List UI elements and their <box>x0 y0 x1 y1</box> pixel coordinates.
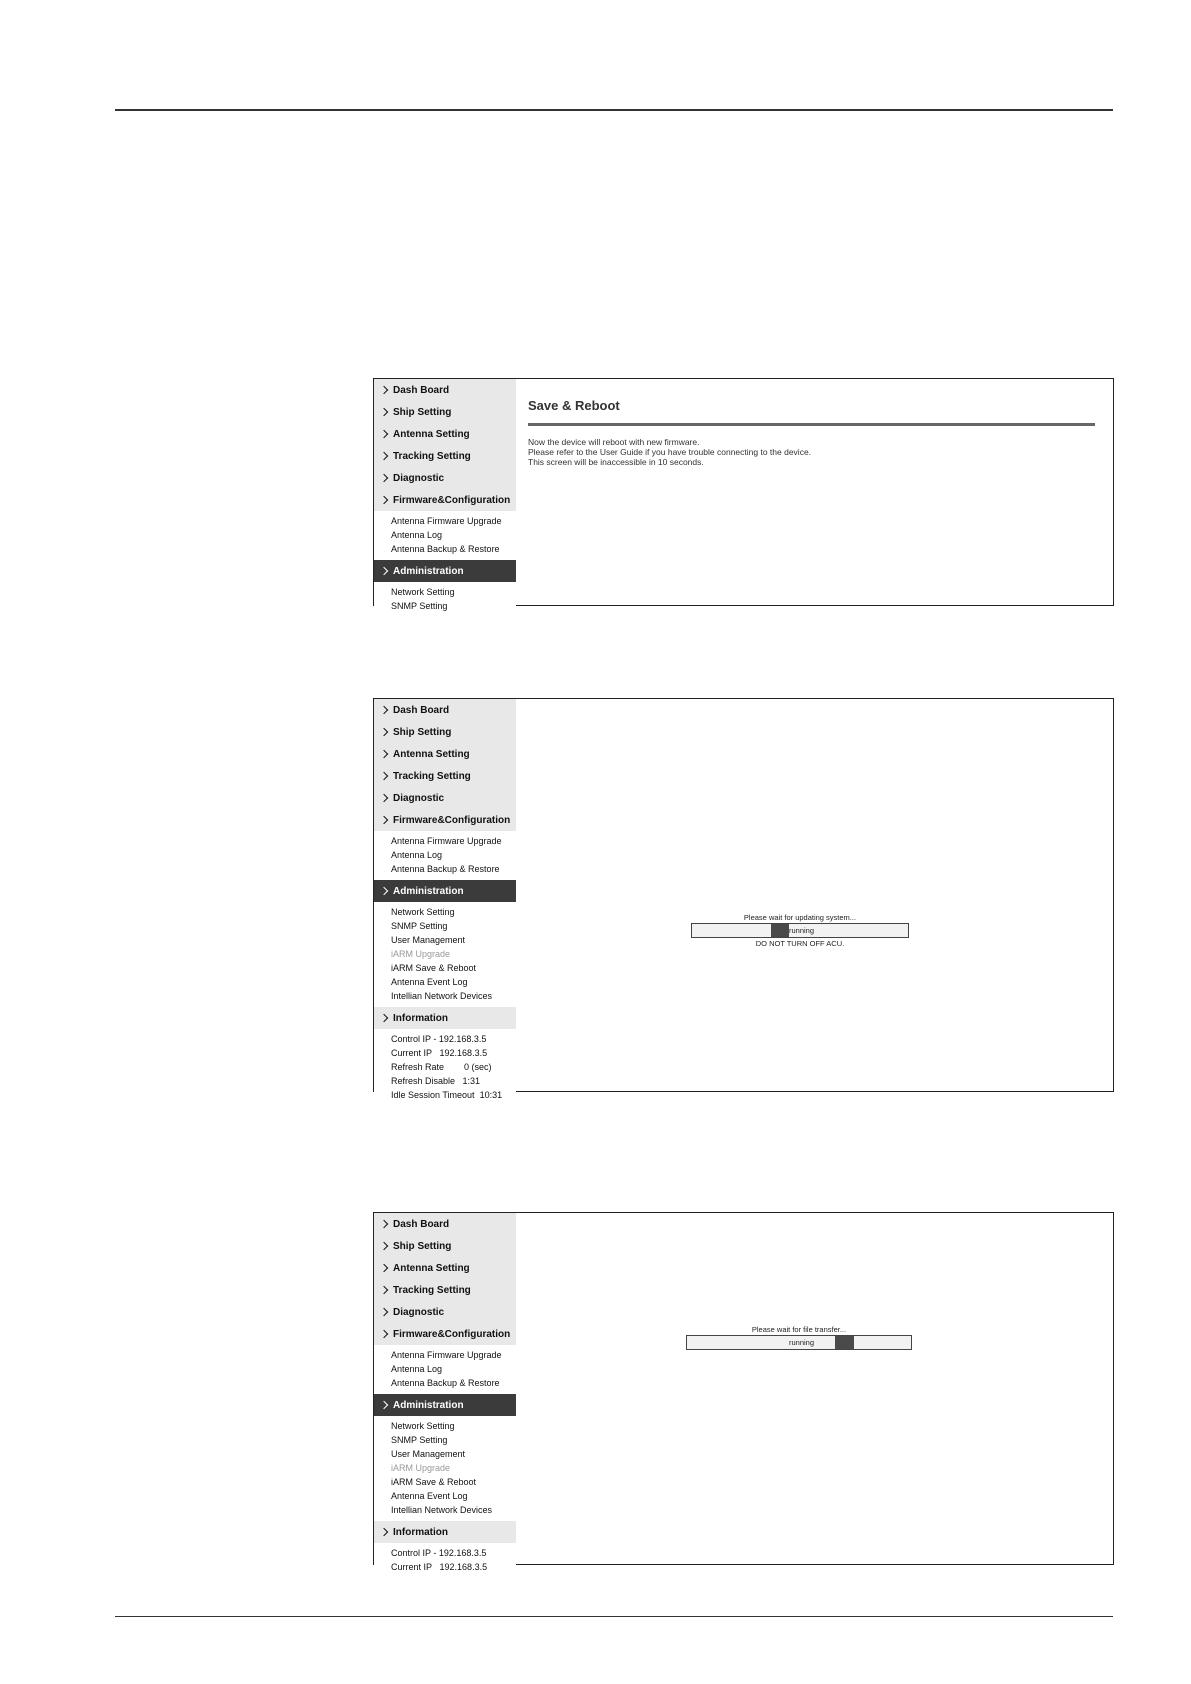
sidebar <box>374 699 516 1100</box>
header-rule <box>115 109 1113 111</box>
nav-diagnostic[interactable] <box>374 787 516 809</box>
chevron-right-icon <box>380 1286 388 1294</box>
nav-antenna-backup-restore[interactable]: Antenna Backup & Restore <box>391 1378 500 1388</box>
chevron-right-icon <box>380 496 388 504</box>
nav-antenna-event-log[interactable]: Antenna Event Log <box>391 1491 468 1501</box>
nav-label: Dash Board <box>393 1218 450 1230</box>
nav-antenna-log[interactable]: Antenna Log <box>391 530 443 540</box>
progress-bar <box>686 1335 912 1350</box>
nav-antenna-firmware-upgrade[interactable]: Antenna Firmware Upgrade <box>391 836 502 846</box>
info-value: - 192.168.3.5 <box>433 1034 487 1044</box>
info-value: 192.168.3.5 <box>439 1048 488 1058</box>
info-label: Control IP <box>391 1034 431 1044</box>
chevron-right-icon <box>380 706 388 714</box>
chevron-right-icon <box>380 567 388 575</box>
chevron-right-icon <box>380 1264 388 1272</box>
nav-label: Administration <box>393 885 464 897</box>
nav-snmp-setting[interactable]: SNMP Setting <box>391 1435 448 1445</box>
nav-iarm-upgrade[interactable]: iARM Upgrade <box>391 949 451 959</box>
chevron-right-icon <box>380 1401 388 1409</box>
nav-network-setting[interactable]: Network Setting <box>391 587 455 597</box>
info-value: - 192.168.3.5 <box>433 1548 487 1558</box>
nav-firmware-configuration[interactable] <box>374 1323 516 1345</box>
chevron-right-icon <box>380 1220 388 1228</box>
nav-user-management[interactable]: User Management <box>391 1449 466 1459</box>
progress-status: running <box>789 926 815 935</box>
nav-user-management[interactable]: User Management <box>391 935 466 945</box>
info-label: Refresh Disable <box>391 1076 456 1086</box>
nav-iarm-upgrade[interactable]: iARM Upgrade <box>391 1463 451 1473</box>
info-refresh-disable <box>374 1074 516 1088</box>
info-control-ip <box>374 1032 516 1046</box>
nav-label: Administration <box>393 1399 464 1411</box>
nav-label: Dash Board <box>393 384 450 396</box>
firmware-submenu <box>374 1345 516 1394</box>
nav-antenna-firmware-upgrade[interactable]: Antenna Firmware Upgrade <box>391 516 502 526</box>
nav-label: Firmware&Configuration <box>393 814 511 826</box>
nav-label: Dash Board <box>393 704 450 716</box>
nav-label: Information <box>393 1012 448 1024</box>
nav-ship-setting[interactable] <box>374 401 516 423</box>
information-panel <box>374 1543 516 1574</box>
nav-information[interactable] <box>374 1521 516 1543</box>
wait-label: Please wait for updating system... <box>743 913 857 922</box>
chevron-right-icon <box>380 1242 388 1250</box>
nav-label: Tracking Setting <box>393 1284 471 1296</box>
message-line: Please refer to the User Guide if you have trouble connecting to the device. <box>528 447 812 457</box>
info-refresh-rate <box>374 1060 516 1074</box>
nav-intellian-network-devices[interactable]: Intellian Network Devices <box>391 1505 493 1515</box>
chevron-right-icon <box>380 386 388 394</box>
info-value: 1:31 <box>462 1076 481 1086</box>
nav-antenna-log[interactable]: Antenna Log <box>391 1364 443 1374</box>
nav-administration[interactable] <box>374 1394 516 1416</box>
info-value: 10:31 <box>479 1090 503 1100</box>
main-content <box>516 699 1113 1091</box>
nav-label: Ship Setting <box>393 406 452 418</box>
nav-antenna-log[interactable]: Antenna Log <box>391 850 443 860</box>
nav-label: Diagnostic <box>393 472 445 484</box>
nav-label: Diagnostic <box>393 1306 445 1318</box>
nav-antenna-setting[interactable] <box>374 423 516 445</box>
chevron-right-icon <box>380 1308 388 1316</box>
nav-label: Firmware&Configuration <box>393 1328 511 1340</box>
chevron-right-icon <box>380 887 388 895</box>
nav-label: Information <box>393 1526 448 1538</box>
nav-firmware-configuration[interactable] <box>374 489 516 511</box>
message-line: This screen will be inaccessible in 10 seconds. <box>528 457 704 467</box>
chevron-right-icon <box>380 452 388 460</box>
nav-label: Antenna Setting <box>393 748 470 760</box>
screenshot-save-reboot <box>373 378 1114 611</box>
chevron-right-icon <box>380 728 388 736</box>
nav-intellian-network-devices[interactable]: Intellian Network Devices <box>391 991 493 1001</box>
info-idle-session-timeout <box>374 1088 516 1102</box>
firmware-submenu <box>374 831 516 880</box>
nav-label: Diagnostic <box>393 792 445 804</box>
info-control-ip <box>374 1546 516 1560</box>
nav-label: Antenna Setting <box>393 428 470 440</box>
information-panel <box>374 1029 516 1102</box>
nav-dashboard[interactable] <box>374 379 516 401</box>
nav-label: Ship Setting <box>393 726 452 738</box>
chevron-right-icon <box>380 772 388 780</box>
info-label: Idle Session Timeout <box>391 1090 475 1100</box>
admin-submenu <box>374 582 516 617</box>
main-content <box>516 1213 1113 1564</box>
chevron-right-icon <box>380 408 388 416</box>
nav-diagnostic[interactable] <box>374 467 516 489</box>
nav-label: Antenna Setting <box>393 1262 470 1274</box>
progress-bar <box>691 923 909 938</box>
chevron-right-icon <box>380 1528 388 1536</box>
nav-snmp-setting[interactable]: SNMP Setting <box>391 601 448 611</box>
nav-label: Tracking Setting <box>393 450 471 462</box>
nav-ship-setting[interactable] <box>374 1235 516 1257</box>
nav-antenna-setting[interactable] <box>374 743 516 765</box>
progress-indicator <box>771 924 789 937</box>
admin-submenu <box>374 902 516 1007</box>
nav-antenna-setting[interactable] <box>374 1257 516 1279</box>
nav-snmp-setting[interactable]: SNMP Setting <box>391 921 448 931</box>
nav-tracking-setting[interactable] <box>374 765 516 787</box>
chevron-right-icon <box>380 1014 388 1022</box>
nav-ship-setting[interactable] <box>374 721 516 743</box>
main-content <box>516 379 1113 605</box>
update-progress-block <box>691 912 909 950</box>
info-label: Refresh Rate <box>391 1062 445 1072</box>
nav-iarm-save-reboot[interactable]: iARM Save & Reboot <box>391 963 477 973</box>
nav-tracking-setting[interactable] <box>374 1279 516 1301</box>
nav-iarm-save-reboot[interactable]: iARM Save & Reboot <box>391 1477 477 1487</box>
firmware-submenu <box>374 511 516 560</box>
admin-submenu <box>374 1416 516 1521</box>
screenshot-file-transfer <box>373 1212 1114 1572</box>
info-label: Current IP <box>391 1048 433 1058</box>
sidebar <box>374 379 516 611</box>
nav-information[interactable] <box>374 1007 516 1029</box>
nav-administration[interactable] <box>374 560 516 582</box>
info-label: Control IP <box>391 1548 431 1558</box>
title-divider <box>528 423 1095 426</box>
info-current-ip <box>374 1046 516 1060</box>
chevron-right-icon <box>380 1330 388 1338</box>
nav-dashboard[interactable] <box>374 1213 516 1235</box>
wait-label: Please wait for file transfer... <box>751 1325 847 1334</box>
nav-antenna-event-log[interactable]: Antenna Event Log <box>391 977 468 987</box>
chevron-right-icon <box>380 794 388 802</box>
nav-label: Ship Setting <box>393 1240 452 1252</box>
info-current-ip <box>374 1560 516 1574</box>
nav-antenna-backup-restore[interactable]: Antenna Backup & Restore <box>391 864 500 874</box>
page-title: Save & Reboot <box>528 398 620 413</box>
nav-label: Administration <box>393 565 464 577</box>
sidebar <box>374 1213 516 1572</box>
chevron-right-icon <box>380 750 388 758</box>
screenshot-updating-system <box>373 698 1114 1100</box>
nav-firmware-configuration[interactable] <box>374 809 516 831</box>
reboot-message <box>528 437 811 467</box>
transfer-progress-block <box>686 1324 912 1350</box>
nav-diagnostic[interactable] <box>374 1301 516 1323</box>
chevron-right-icon <box>380 816 388 824</box>
progress-status: running <box>789 1338 815 1347</box>
nav-network-setting[interactable]: Network Setting <box>391 907 455 917</box>
message-line: Now the device will reboot with new firmware. <box>528 437 700 447</box>
nav-administration[interactable] <box>374 880 516 902</box>
info-value: 0 (sec) <box>464 1062 492 1072</box>
footer-rule <box>115 1616 1113 1617</box>
nav-dashboard[interactable] <box>374 699 516 721</box>
nav-network-setting[interactable]: Network Setting <box>391 1421 455 1431</box>
progress-indicator <box>835 1336 854 1349</box>
chevron-right-icon <box>380 474 388 482</box>
nav-antenna-firmware-upgrade[interactable]: Antenna Firmware Upgrade <box>391 1350 502 1360</box>
nav-antenna-backup-restore[interactable]: Antenna Backup & Restore <box>391 544 500 554</box>
nav-label: Firmware&Configuration <box>393 494 511 506</box>
chevron-right-icon <box>380 430 388 438</box>
info-label: Current IP <box>391 1562 433 1572</box>
warning-text: DO NOT TURN OFF ACU. <box>755 939 845 948</box>
info-value: 192.168.3.5 <box>439 1562 488 1572</box>
nav-label: Tracking Setting <box>393 770 471 782</box>
nav-tracking-setting[interactable] <box>374 445 516 467</box>
